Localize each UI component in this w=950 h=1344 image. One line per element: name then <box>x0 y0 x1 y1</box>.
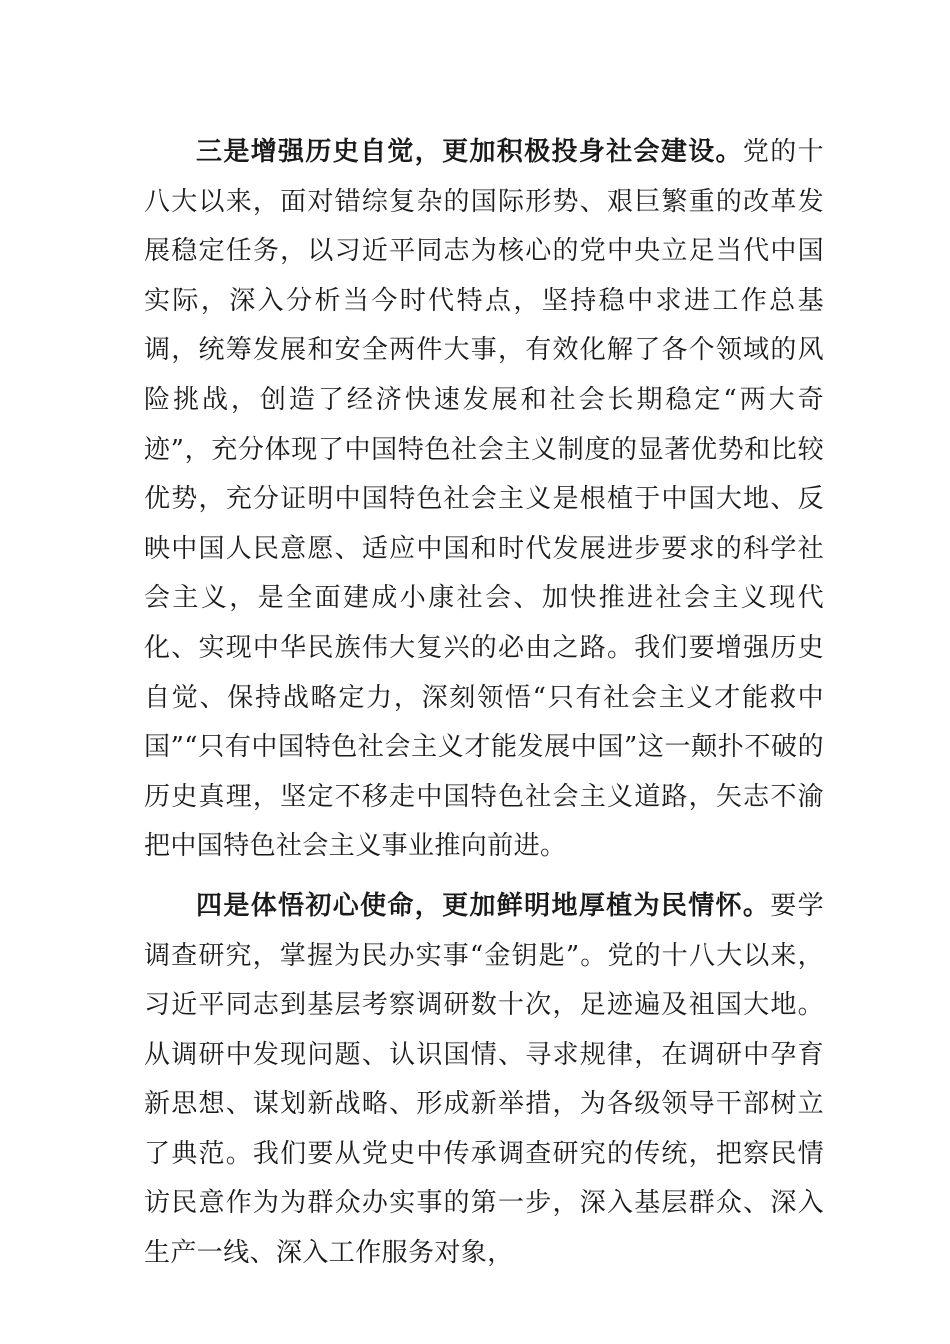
paragraph-text: 要学调查研究，掌握为民办实事“金钥匙”。党的十八大以来，习近平同志到基层考察调研数十次，足迹遍及祖国大地。从调研中发现问题、认识国情、寻求规律，在调研中孕育新思想、谋划新战略、形成新举措，为各级领导干部树立了典范。我们要从党史中传承调查研究的传统，把察民情访民意作为为群众办实事的第一步，深入基层群众、深入生产一线、深入工作服务对象， <box>144 890 824 1269</box>
paragraph-four <box>144 882 824 1279</box>
document-body <box>144 128 824 1279</box>
paragraph-lead: 四是体悟初心使命，更加鲜明地厚植为民情怀。 <box>196 890 771 921</box>
paragraph-lead: 三是增强历史自觉，更加积极投身社会建设。 <box>196 137 743 167</box>
paragraph-text: 党的十八大以来，面对错综复杂的国际形势、艰巨繁重的改革发展稳定任务，以习近平同志为核心的党中央立足当代中国实际，深入分析当今时代特点，坚持稳中求进工作总基调，统筹发展和安全两件大事，有效化解了各个领域的风险挑战，创造了经济快速发展和社会长期稳定“两大奇迹”，充分体现了中国特色社会主义制度的显著优势和比较优势，充分证明中国特色社会主义是根植于中国大地、反映中国人民意愿、适应中国和时代发展进步要求的科学社会主义，是全面建成小康社会、加快推进社会主义现代化、实现中华民族伟大复兴的必由之路。我们要增强历史自觉、保持战略定力，深刻领悟“只有社会主义才能救中国”“只有中国特色社会主义才能发展中国”这一颠扑不破的历史真理，坚定不移走中国特色社会主义道路，矢志不渝把中国特色社会主义事业推向前进。 <box>144 137 824 862</box>
paragraph-three <box>144 128 824 872</box>
